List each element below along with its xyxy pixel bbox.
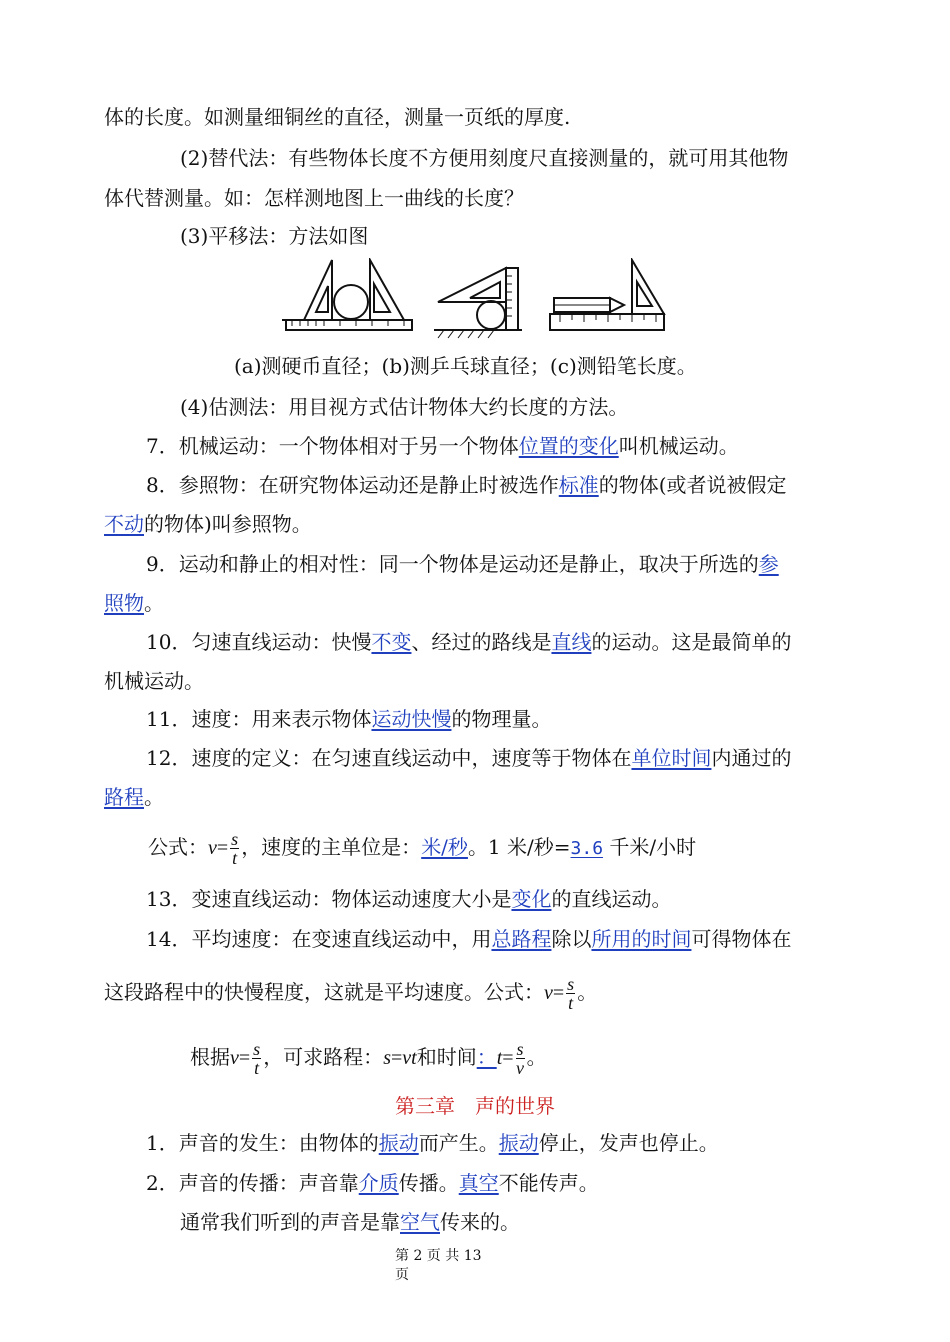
page-footer [395,1247,545,1285]
paragraph-line: 体代替测量。如：怎样测地图上一曲线的长度？ [104,186,524,210]
page-number: 第 2 页 共 13 [395,1248,482,1264]
item-12: 12．速度的定义：在匀速直线运动中，速度等于物体在单位时间内通过的 [146,746,792,770]
figure-caption: (a)测硬币直径；(b)测乒乓球直径；(c)测铅笔长度。 [234,354,697,378]
item-10: 10．匀速直线运动：快慢不变、经过的路线是直线的运动。这是最简单的 [146,630,792,654]
item-11: 11．速度：用来表示物体运动快慢的物理量。 [146,707,552,731]
measurement-figure [282,258,672,342]
answer-blank: 所用的时间 [591,927,692,951]
answer-blank: 运动快慢 [371,707,452,731]
answer-blank: ： [476,1045,497,1069]
sound-item-2-cont: 通常我们听到的声音是靠空气传来的。 [180,1210,520,1234]
fraction-s-over-t: $\frac{s}{t}$ [253,1039,261,1078]
item-14-cont: 这段路程中的快慢程度，这就是平均速度。公式：v= $\frac{s}{t}$ 。 [104,974,598,1013]
item-7: 7．机械运动：一个物体相对于另一个物体位置的变化叫机械运动。 [146,434,739,458]
answer-blank: 3.6 [570,838,604,859]
answer-blank: 米/秒 [421,835,468,859]
paragraph-line: (4)估测法：用目视方式估计物体大约长度的方法。 [180,395,629,419]
answer-blank: 不动 [104,512,144,536]
answer-blank: 照物 [104,591,144,615]
item-9-cont: 照物。 [104,591,164,615]
answer-blank: 介质 [358,1171,399,1195]
item-8: 8．参照物：在研究物体运动还是静止时被选作标准的物体(或者说被假定 [146,473,787,497]
paragraph-line: (2)替代法：有些物体长度不方便用刻度尺直接测量的，就可用其他物 [180,146,789,170]
answer-blank: 路程 [104,785,144,809]
page-number-cont: 页 [395,1267,409,1283]
fraction-s-over-t: $\frac{s}{t}$ [231,829,239,868]
paragraph-line: 体的长度。如测量细铜丝的直径，测量一页纸的厚度. [104,105,571,129]
answer-blank: 不变 [371,630,412,654]
sound-item-1: 1．声音的发生：由物体的振动而产生。振动停止，发声也停止。 [146,1131,719,1155]
derived-formulas-line: 根据v= $\frac{s}{t}$ ，可求路程：s=vt和时间：t= $\frac{s}{v}$ 。 [190,1039,547,1078]
item-10-cont: 机械运动。 [104,669,204,693]
item-14: 14．平均速度：在变速直线运动中，用总路程除以所用的时间可得物体在 [146,927,792,951]
chapter-heading: 第三章 声的世界 [395,1094,555,1118]
answer-blank: 单位时间 [631,746,712,770]
item-13: 13．变速直线运动：物体运动速度大小是变化的直线运动。 [146,887,672,911]
answer-blank: 直线 [551,630,592,654]
answer-blank: 空气 [400,1210,440,1234]
item-12-cont: 路程。 [104,785,164,809]
answer-blank: 振动 [378,1131,419,1155]
sound-item-2: 2．声音的传播：声音靠介质传播。真空不能传声。 [146,1171,599,1195]
fraction-s-over-v: $\frac{s}{v}$ [516,1039,525,1078]
answer-blank: 位置的变化 [518,434,619,458]
answer-blank: 标准 [558,473,599,497]
answer-blank: 振动 [498,1131,539,1155]
answer-blank: 总路程 [491,927,552,951]
item-9: 9．运动和静止的相对性：同一个物体是运动还是静止，取决于所选的参 [146,552,779,576]
answer-blank: 变化 [511,887,552,911]
paragraph-line: (3)平移法：方法如图 [180,224,369,248]
item-8-cont: 不动的物体)叫参照物。 [104,512,312,536]
speed-formula-line: 公式：v= $\frac{s}{t}$ ，速度的主单位是：米/秒。1 米/秒=3.6 千米/小时 [148,829,697,868]
answer-blank: 参 [758,552,779,576]
answer-blank: 真空 [458,1171,499,1195]
fraction-s-over-t: $\frac{s}{t}$ [567,974,575,1013]
